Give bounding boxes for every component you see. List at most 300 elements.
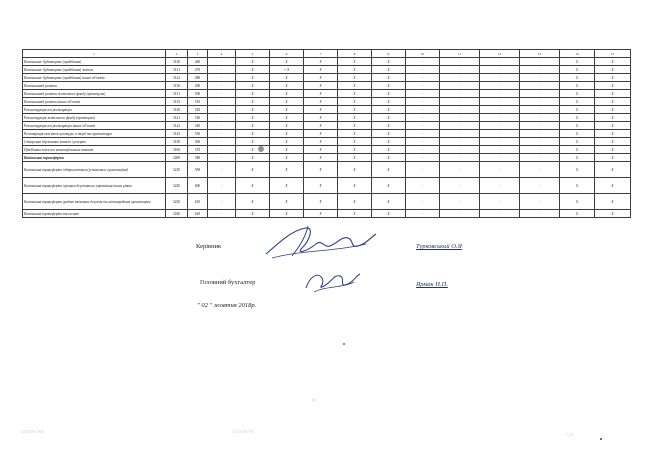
value-cell: - [480, 178, 520, 194]
table-row [23, 178, 631, 194]
value-cell: X [595, 154, 631, 162]
value-cell: - [480, 194, 520, 210]
table-row [23, 138, 631, 146]
value-cell: X [304, 178, 338, 194]
table-row [23, 162, 631, 178]
value-cell: X [304, 98, 338, 106]
value-cell: X [270, 146, 304, 154]
head-signature-icon [262, 222, 380, 262]
value-cell: X [270, 122, 304, 130]
value-cell: - [440, 154, 480, 162]
value-cell: X [372, 210, 406, 218]
value-cell: X [270, 130, 304, 138]
value-cell: - [208, 106, 236, 114]
row-name-cell: Капітальне будівництво (придбання) інших об'єктів [23, 74, 166, 82]
value-cell: - [406, 146, 440, 154]
value-cell: - [520, 74, 560, 82]
value-cell: - [440, 130, 480, 138]
value-cell: - [480, 106, 520, 114]
value-cell: X [270, 106, 304, 114]
line-code-cell: 540 [188, 122, 208, 130]
line-code-cell: 470 [188, 66, 208, 74]
value-cell: - [208, 58, 236, 66]
value-cell: - [406, 154, 440, 162]
value-cell: X [270, 178, 304, 194]
value-cell: X [304, 90, 338, 98]
value-cell: X [304, 122, 338, 130]
value-cell: X [304, 130, 338, 138]
column-number: 8 [338, 50, 372, 58]
value-cell: X [304, 74, 338, 82]
value-cell: - [480, 122, 520, 130]
value-cell: X [595, 194, 631, 210]
value-cell: - [520, 122, 560, 130]
line-code-cell: 460 [188, 58, 208, 66]
row-name-cell: Реконструкція та реставрація інших об'єктів [23, 122, 166, 130]
value-cell: - [520, 194, 560, 210]
table-row [23, 114, 631, 122]
head-label: Керівник [196, 243, 222, 250]
value-cell: X [304, 146, 338, 154]
value-cell: X [372, 74, 406, 82]
line-code-cell: 600 [188, 178, 208, 194]
kekv-code-cell: 3230 [166, 194, 188, 210]
value-cell: - [520, 178, 560, 194]
value-cell: - [520, 154, 560, 162]
value-cell: - [440, 178, 480, 194]
value-cell: + X [270, 66, 304, 74]
value-cell: X [338, 130, 372, 138]
column-number: 7 [304, 50, 338, 58]
value-cell: X [236, 178, 270, 194]
value-cell: X [270, 154, 304, 162]
value-cell: - [208, 74, 236, 82]
value-cell: X [304, 66, 338, 74]
value-cell: X [560, 114, 595, 122]
value-cell: X [372, 122, 406, 130]
value-cell: - [520, 58, 560, 66]
value-cell: X [304, 194, 338, 210]
value-cell: X [560, 82, 595, 90]
kekv-code-cell: 3132 [166, 98, 188, 106]
value-cell: - [406, 90, 440, 98]
kekv-code-cell: 3240 [166, 210, 188, 218]
line-code-cell: 510 [188, 98, 208, 106]
table-row [23, 130, 631, 138]
value-cell: X [236, 66, 270, 74]
value-cell: X [338, 162, 372, 178]
table-row [23, 58, 631, 66]
value-cell: X [372, 90, 406, 98]
value-cell: - [520, 138, 560, 146]
value-cell: X [560, 138, 595, 146]
column-number: 14 [560, 50, 595, 58]
value-cell: - [480, 66, 520, 74]
value-cell: - [440, 98, 480, 106]
footer-mark-left: 1 2 3 4 5 6 7 8 9 [20, 430, 44, 434]
ink-mark [258, 146, 264, 152]
row-name-cell: Реставрація пам'яток культури, історії та архітектури [23, 130, 166, 138]
value-cell: X [595, 58, 631, 66]
value-cell: X [270, 58, 304, 66]
row-name-cell: Капітальний ремонт [23, 82, 166, 90]
value-cell: X [236, 74, 270, 82]
value-cell: - [440, 74, 480, 82]
value-cell: X [236, 98, 270, 106]
value-cell: - [208, 130, 236, 138]
value-cell: - [440, 58, 480, 66]
value-cell: - [208, 90, 236, 98]
scan-speck [313, 399, 314, 401]
value-cell: - [480, 74, 520, 82]
value-cell: X [372, 154, 406, 162]
value-cell: X [236, 90, 270, 98]
row-name-cell: Придбання землі та нематеріальних активів [23, 146, 166, 154]
value-cell: X [595, 138, 631, 146]
footer-mark-center: 1 2 3 4 5 6 7 8 [232, 430, 253, 434]
accountant-label: Головний бухгалтер [200, 279, 256, 286]
value-cell: X [236, 210, 270, 218]
value-cell: X [560, 98, 595, 106]
value-cell: X [236, 130, 270, 138]
table-row [23, 98, 631, 106]
value-cell: X [270, 114, 304, 122]
row-name-cell: Створення державних запасів і резервів [23, 138, 166, 146]
value-cell: X [560, 162, 595, 178]
row-name-cell: Капітальне будівництво (придбання) [23, 58, 166, 66]
kekv-code-cell: 3131 [166, 90, 188, 98]
column-number: 9 [372, 50, 406, 58]
value-cell: X [304, 82, 338, 90]
value-cell: X [338, 194, 372, 210]
value-cell: X [595, 66, 631, 74]
value-cell: - [440, 66, 480, 74]
line-code-cell: 560 [188, 138, 208, 146]
line-code-cell: 480 [188, 74, 208, 82]
accountant-name: Ярмак Н.П. [416, 281, 448, 288]
value-cell: X [236, 138, 270, 146]
value-cell: X [372, 82, 406, 90]
table-row [23, 82, 631, 90]
report-table-body [23, 50, 631, 218]
value-cell: - [440, 90, 480, 98]
value-cell: X [560, 66, 595, 74]
value-cell: - [208, 146, 236, 154]
column-number: 11 [440, 50, 480, 58]
value-cell: X [304, 162, 338, 178]
table-row [23, 146, 631, 154]
value-cell: X [372, 130, 406, 138]
value-cell: X [595, 74, 631, 82]
column-number: 5 [236, 50, 270, 58]
value-cell: - [480, 114, 520, 122]
kekv-code-cell: 3130 [166, 82, 188, 90]
row-name-cell: Капітальні трансферти населенню [23, 210, 166, 218]
footer-mark-right: 1 2 3 [566, 433, 574, 437]
value-cell: - [406, 66, 440, 74]
kekv-code-cell: 3142 [166, 122, 188, 130]
row-name-cell: Капітальне будівництво (придбання) житла [23, 66, 166, 74]
value-cell: X [338, 58, 372, 66]
value-cell: X [338, 82, 372, 90]
value-cell: - [520, 106, 560, 114]
value-cell: - [440, 210, 480, 218]
value-cell: X [595, 122, 631, 130]
line-code-cell: 620 [188, 210, 208, 218]
value-cell: X [372, 162, 406, 178]
value-cell: - [520, 66, 560, 74]
value-cell: - [480, 90, 520, 98]
value-cell: X [236, 146, 270, 154]
line-code-cell: 500 [188, 90, 208, 98]
value-cell: X [560, 130, 595, 138]
value-cell: X [270, 194, 304, 210]
value-cell: X [560, 122, 595, 130]
scan-speck [600, 438, 602, 440]
value-cell: - [520, 82, 560, 90]
kekv-code-cell: 3160 [166, 146, 188, 154]
value-cell: X [560, 178, 595, 194]
value-cell: - [480, 98, 520, 106]
value-cell: X [595, 82, 631, 90]
value-cell: X [270, 138, 304, 146]
value-cell: X [338, 178, 372, 194]
value-cell: - [520, 146, 560, 154]
table-row [23, 122, 631, 130]
value-cell: X [560, 194, 595, 210]
table-row [23, 74, 631, 82]
value-cell: X [372, 146, 406, 154]
column-number-row [23, 50, 631, 58]
value-cell: - [406, 210, 440, 218]
value-cell: - [208, 162, 236, 178]
line-code-cell: 590 [188, 162, 208, 178]
budget-report-table [22, 49, 631, 218]
table-row [23, 106, 631, 114]
value-cell: - [440, 162, 480, 178]
value-cell: X [372, 66, 406, 74]
value-cell: X [236, 58, 270, 66]
signing-date: " 02 " жовтня 2018р. [197, 302, 257, 309]
kekv-code-cell: 3122 [166, 74, 188, 82]
kekv-code-cell: 3120 [166, 58, 188, 66]
value-cell: - [406, 138, 440, 146]
value-cell: - [208, 98, 236, 106]
value-cell: - [208, 82, 236, 90]
value-cell: X [338, 122, 372, 130]
value-cell: X [560, 58, 595, 66]
value-cell: X [304, 58, 338, 66]
value-cell: X [270, 82, 304, 90]
value-cell: X [236, 122, 270, 130]
value-cell: X [236, 162, 270, 178]
value-cell: - [440, 138, 480, 146]
column-number: 13 [520, 50, 560, 58]
column-number: 15 [595, 50, 631, 58]
value-cell: X [595, 90, 631, 98]
value-cell: X [372, 58, 406, 66]
value-cell: - [406, 74, 440, 82]
column-number: 6 [270, 50, 304, 58]
value-cell: - [406, 114, 440, 122]
value-cell: X [338, 146, 372, 154]
value-cell: - [208, 114, 236, 122]
value-cell: - [406, 194, 440, 210]
value-cell: X [236, 114, 270, 122]
column-number: 3 [188, 50, 208, 58]
value-cell: - [480, 130, 520, 138]
value-cell: X [372, 194, 406, 210]
value-cell: X [595, 162, 631, 178]
row-name-cell: Реконструкція житлового фонду (приміщень) [23, 114, 166, 122]
column-number: 1 [23, 50, 166, 58]
value-cell: X [304, 106, 338, 114]
value-cell: X [338, 138, 372, 146]
value-cell: X [560, 90, 595, 98]
value-cell: X [270, 162, 304, 178]
value-cell: - [406, 178, 440, 194]
value-cell: X [595, 146, 631, 154]
row-name-cell: Капітальні трансферти [23, 154, 166, 162]
value-cell: X [372, 114, 406, 122]
value-cell: - [406, 82, 440, 90]
table-row [23, 154, 631, 162]
table-row [23, 66, 631, 74]
value-cell: - [520, 98, 560, 106]
value-cell: - [440, 194, 480, 210]
value-cell: X [372, 138, 406, 146]
kekv-code-cell: 3143 [166, 130, 188, 138]
row-name-cell: Капітальні трансферти органам державного управління інших рівнів [23, 178, 166, 194]
value-cell: - [480, 146, 520, 154]
value-cell: - [406, 106, 440, 114]
value-cell: X [338, 154, 372, 162]
value-cell: X [270, 210, 304, 218]
kekv-code-cell: 3150 [166, 138, 188, 146]
table-row [23, 194, 631, 210]
value-cell: - [520, 114, 560, 122]
value-cell: - [208, 154, 236, 162]
value-cell: - [440, 82, 480, 90]
value-cell: - [440, 146, 480, 154]
row-name-cell: Капітальний ремонт житлового фонду (приміщень) [23, 90, 166, 98]
value-cell: - [208, 138, 236, 146]
value-cell: - [480, 82, 520, 90]
kekv-code-cell: 3121 [166, 66, 188, 74]
value-cell: X [338, 114, 372, 122]
value-cell: X [595, 98, 631, 106]
column-number: 12 [480, 50, 520, 58]
line-code-cell: 580 [188, 154, 208, 162]
accountant-signature-icon [302, 268, 362, 294]
value-cell: - [406, 162, 440, 178]
value-cell: - [208, 194, 236, 210]
value-cell: X [560, 154, 595, 162]
value-cell: - [208, 178, 236, 194]
value-cell: - [520, 130, 560, 138]
column-number: 2 [166, 50, 188, 58]
value-cell: X [560, 106, 595, 114]
value-cell: - [480, 154, 520, 162]
value-cell: X [338, 90, 372, 98]
row-name-cell: Капітальні трансферти підприємствам (установам, організаціям) [23, 162, 166, 178]
value-cell: X [595, 210, 631, 218]
value-cell: - [440, 122, 480, 130]
value-cell: - [480, 210, 520, 218]
kekv-code-cell: 3200 [166, 154, 188, 162]
kekv-code-cell: 3140 [166, 106, 188, 114]
value-cell: X [372, 106, 406, 114]
value-cell: X [304, 114, 338, 122]
row-name-cell: Капітальний ремонт інших об'єктів [23, 98, 166, 106]
column-number: 4 [208, 50, 236, 58]
table-row [23, 210, 631, 218]
value-cell: X [236, 82, 270, 90]
value-cell: X [236, 154, 270, 162]
line-code-cell: 570 [188, 146, 208, 154]
head-name: Турковський О.Я [416, 243, 462, 250]
value-cell: X [338, 98, 372, 106]
value-cell: - [480, 138, 520, 146]
value-cell: X [236, 194, 270, 210]
value-cell: - [208, 66, 236, 74]
value-cell: - [520, 210, 560, 218]
value-cell: X [560, 146, 595, 154]
line-code-cell: 610 [188, 194, 208, 210]
value-cell: - [406, 122, 440, 130]
value-cell: X [595, 114, 631, 122]
value-cell: - [480, 58, 520, 66]
table-row [23, 90, 631, 98]
value-cell: X [270, 98, 304, 106]
value-cell: X [338, 106, 372, 114]
value-cell: X [338, 210, 372, 218]
value-cell: - [406, 58, 440, 66]
value-cell: X [304, 154, 338, 162]
value-cell: - [440, 106, 480, 114]
kekv-code-cell: 3210 [166, 162, 188, 178]
value-cell: - [480, 162, 520, 178]
value-cell: - [440, 114, 480, 122]
scan-speck [343, 343, 345, 345]
line-code-cell: 550 [188, 130, 208, 138]
value-cell: X [304, 138, 338, 146]
row-name-cell: Капітальні трансферти урядам іноземних держав та міжнародним організаціям [23, 194, 166, 210]
value-cell: X [304, 210, 338, 218]
kekv-code-cell: 3220 [166, 178, 188, 194]
value-cell: X [560, 210, 595, 218]
value-cell: - [520, 162, 560, 178]
column-number: 10 [406, 50, 440, 58]
value-cell: X [560, 74, 595, 82]
value-cell: - [406, 130, 440, 138]
value-cell: X [338, 74, 372, 82]
value-cell: X [270, 90, 304, 98]
row-name-cell: Реконструкція та реставрація [23, 106, 166, 114]
value-cell: X [236, 106, 270, 114]
value-cell: - [208, 122, 236, 130]
line-code-cell: 530 [188, 114, 208, 122]
value-cell: X [595, 178, 631, 194]
value-cell: - [406, 98, 440, 106]
value-cell: - [208, 210, 236, 218]
value-cell: X [372, 98, 406, 106]
value-cell: X [595, 130, 631, 138]
value-cell: X [372, 178, 406, 194]
line-code-cell: 490 [188, 82, 208, 90]
value-cell: X [595, 106, 631, 114]
value-cell: X [338, 66, 372, 74]
